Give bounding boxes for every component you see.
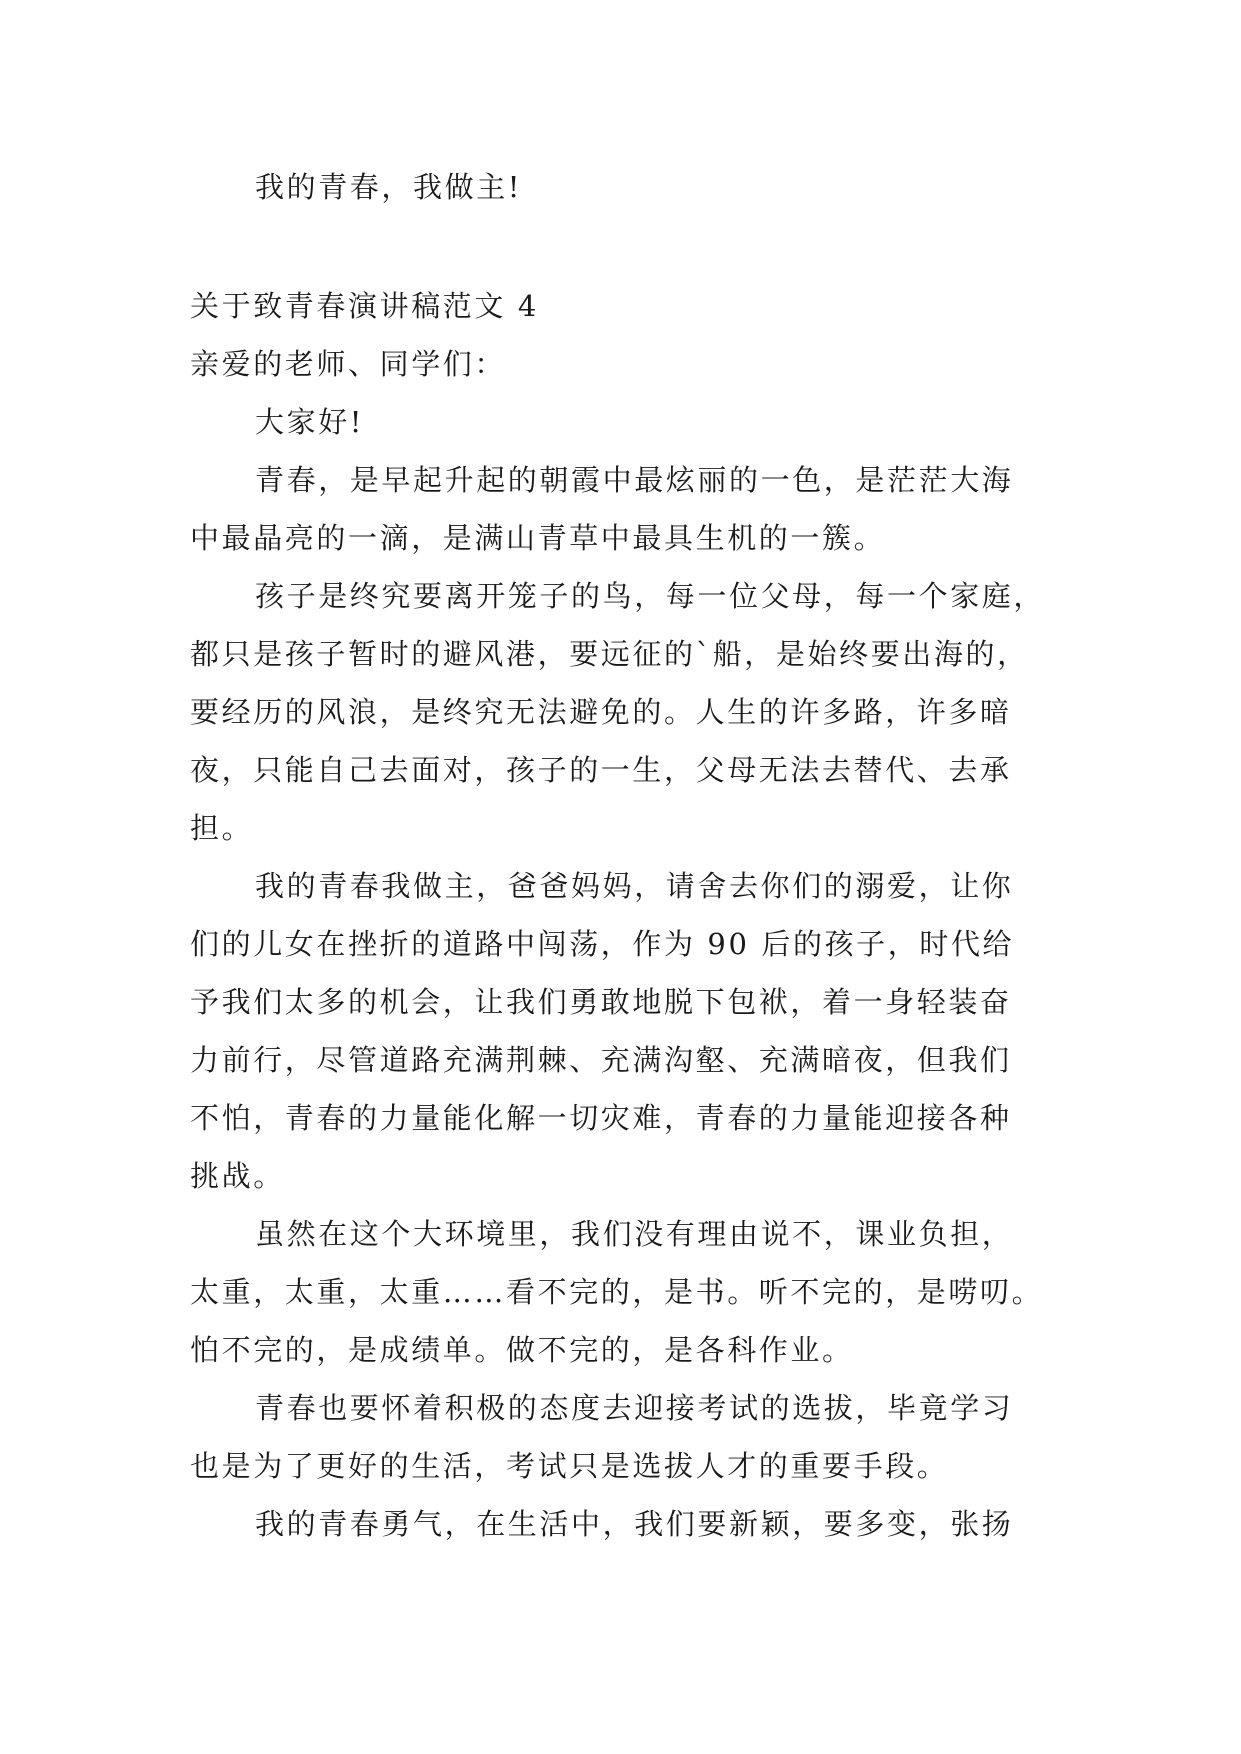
closing-line: 我的青春，我做主!	[255, 170, 523, 204]
paragraph-line: 都只是孩子暂时的避风港，要远征的`船，是始终要出海的，	[190, 637, 1029, 671]
paragraph-line: 也是为了更好的生活，考试只是选拔人才的重要手段。	[190, 1449, 949, 1483]
paragraph-line: 青春，是早起升起的朝霞中最炫丽的一色，是茫茫大海	[255, 463, 1014, 497]
speech-body	[190, 393, 1050, 1553]
paragraph-line: 怕不完的，是成绩单。做不完的，是各科作业。	[190, 1333, 854, 1367]
paragraph-line: 虽然在这个大环境里，我们没有理由说不，课业负担，	[255, 1217, 1014, 1251]
paragraph-line: 太重，太重，太重……看不完的，是书。听不完的，是唠叨。	[190, 1275, 1044, 1309]
paragraph-line: 中最晶亮的一滴，是满山青草中最具生机的一簇。	[190, 521, 886, 555]
paragraph-line: 不怕，青春的力量能化解一切灾难，青春的力量能迎接各种	[190, 1101, 1012, 1135]
paragraph-line: 我的青春勇气，在生活中，我们要新颖，要多变，张扬	[255, 1507, 1014, 1541]
paragraph-line: 我的青春我做主，爸爸妈妈，请舍去你们的溺爱，让你	[255, 869, 1014, 903]
paragraph-line: 孩子是终究要离开笼子的鸟，每一位父母，每一个家庭，	[255, 579, 1046, 613]
paragraph-line: 予我们太多的机会，让我们勇敢地脱下包袱，着一身轻装奋	[190, 985, 1012, 1019]
paragraph-line: 青春也要怀着积极的态度去迎接考试的选拔，毕竟学习	[255, 1391, 1014, 1425]
paragraph-line: 挑战。	[190, 1159, 285, 1193]
paragraph-line: 要经历的风浪，是终究无法避免的。人生的许多路，许多暗	[190, 695, 1012, 729]
paragraph-line: 夜，只能自己去面对，孩子的一生，父母无法去替代、去承	[190, 753, 1012, 787]
document-heading: 关于致青春演讲稿范文 4	[190, 289, 539, 323]
paragraph-line: 力前行，尽管道路充满荆棘、充满沟壑、充满暗夜，但我们	[190, 1043, 1012, 1077]
salutation: 亲爱的老师、同学们：	[190, 347, 507, 381]
paragraph-line: 担。	[190, 811, 254, 845]
paragraph-line: 们的儿女在挫折的道路中闯荡，作为 90 后的孩子，时代给	[190, 927, 1015, 961]
greeting-line: 大家好!	[255, 405, 365, 439]
